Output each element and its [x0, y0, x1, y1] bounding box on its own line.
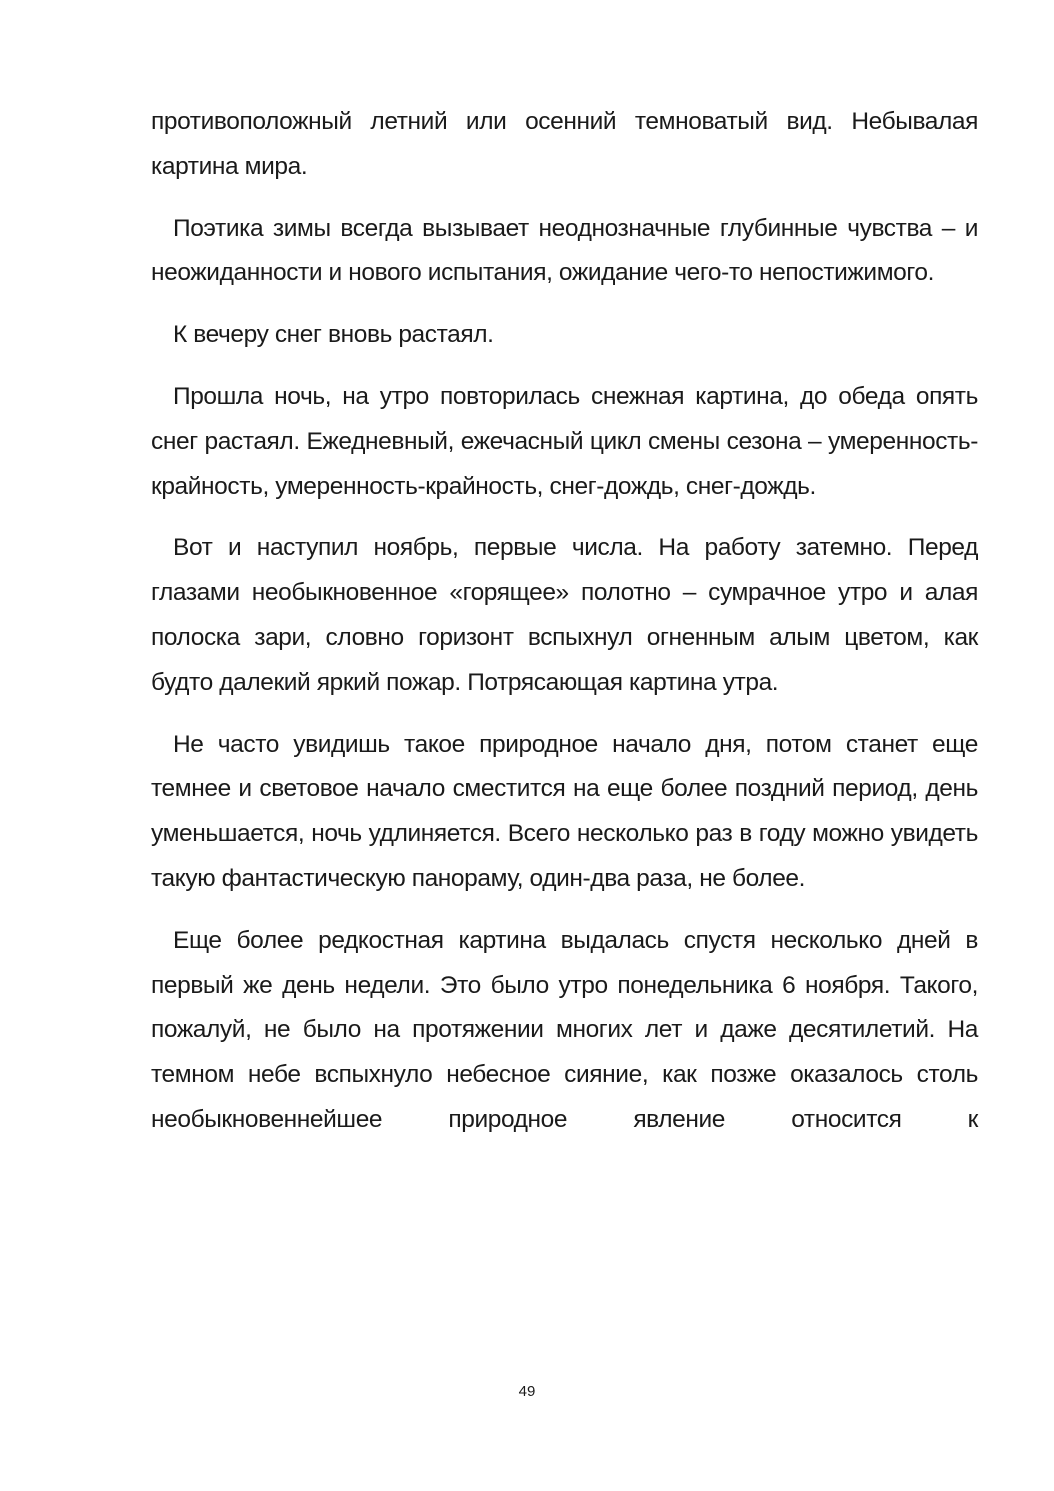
paragraph-continuation: противоположный летний или осенний темноватый вид. Небывалая картина мира. [151, 108, 978, 180]
page-number: 49 [518, 1383, 536, 1400]
paragraph: Вот и наступил ноябрь, первые числа. На работу затемно. Перед глазами необыкновенное «горящее» полотно – сумрачное утро и алая полоска зари, словно горизонт вспыхнул огненным алым цветом, как будто далекий яркий пожар. Потрясающая картина утра. [151, 534, 978, 696]
paragraph: Прошла ночь, на утро повторилась снежная картина, до обеда опять снег растаял. Ежедневный, ежечасный цикл смены сезона – умеренность-крайность, умеренность-крайность, снег-дождь, снег-дождь. [151, 382, 978, 500]
paragraph: Поэтика зимы всегда вызывает неоднозначные глубинные чувства – и неожиданности и нового испытания, ожидание чего-то непостижимого. [151, 214, 978, 287]
paragraph: Не часто увидишь такое природное начало дня, потом станет еще темнее и световое начало сместится на еще более поздний период, день уменьшается, ночь удлиняется. Всего несколько раз в году можно увидеть такую фантастическую панораму, один-два раза, не более. [151, 730, 978, 892]
paragraph: Еще более редкостная картина выдалась спустя несколько дней в первый же день недели. Это было утро понедельника 6 ноября. Такого, пожалуй, не было на протяжении многих лет и даже десятилетий. На темном небе вспыхнуло небесное сияние, как позже оказалось столь необыкновеннейшее природное явление относится к [151, 926, 978, 1133]
page-body [151, 100, 978, 1160]
paragraph: К вечеру снег вновь растаял. [173, 321, 494, 349]
